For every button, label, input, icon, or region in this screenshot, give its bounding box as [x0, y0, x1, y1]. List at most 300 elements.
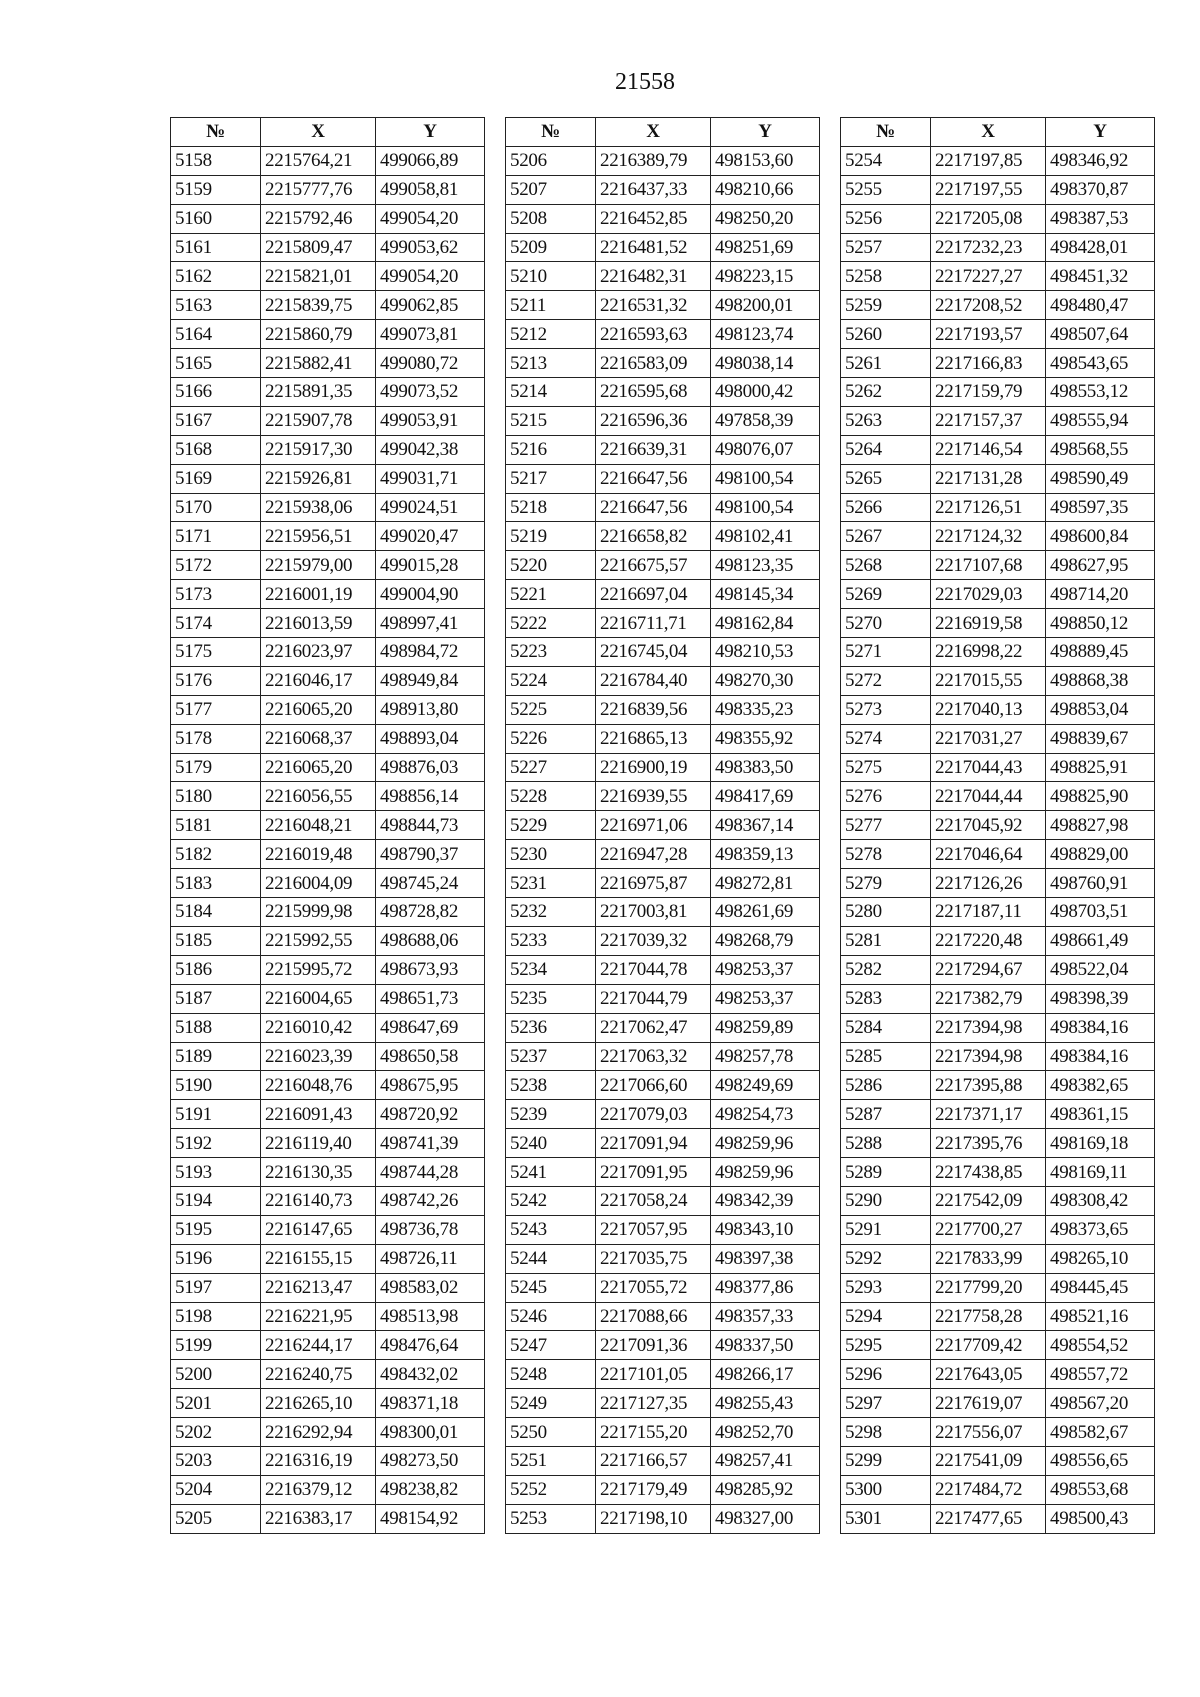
cell-number: 5235	[506, 984, 596, 1013]
table-row	[841, 146, 1155, 175]
cell-y: 498590,49	[1046, 464, 1155, 493]
cell-number: 5261	[841, 349, 931, 378]
table-row	[171, 1158, 485, 1187]
table-row	[171, 1331, 485, 1360]
cell-y: 499020,47	[376, 522, 485, 551]
cell-y: 498398,39	[1046, 984, 1155, 1013]
cell-number: 5193	[171, 1158, 261, 1187]
cell-y: 498270,30	[711, 666, 820, 695]
table-row	[841, 1100, 1155, 1129]
table-row	[841, 1504, 1155, 1533]
table-row	[171, 175, 485, 204]
cell-number: 5259	[841, 291, 931, 320]
cell-x: 2217046,64	[931, 840, 1046, 869]
cell-number: 5251	[506, 1446, 596, 1475]
cell-number: 5277	[841, 811, 931, 840]
cell-x: 2216947,28	[596, 840, 711, 869]
table-row	[171, 204, 485, 233]
cell-x: 2216531,32	[596, 291, 711, 320]
cell-y: 498343,10	[711, 1215, 820, 1244]
cell-x: 2216595,68	[596, 378, 711, 407]
cell-x: 2216240,75	[261, 1360, 376, 1389]
cell-y: 498827,98	[1046, 811, 1155, 840]
table-row	[841, 811, 1155, 840]
cell-x: 2217619,07	[931, 1389, 1046, 1418]
table-row	[171, 1071, 485, 1100]
cell-x: 2216647,56	[596, 493, 711, 522]
table-row	[506, 1129, 820, 1158]
cell-x: 2217040,13	[931, 695, 1046, 724]
table-row	[841, 955, 1155, 984]
cell-x: 2216065,20	[261, 695, 376, 724]
cell-number: 5177	[171, 695, 261, 724]
cell-y: 498100,54	[711, 464, 820, 493]
cell-y: 499004,90	[376, 580, 485, 609]
cell-number: 5260	[841, 320, 931, 349]
table-row	[841, 1418, 1155, 1447]
table-row	[506, 464, 820, 493]
cell-y: 498513,98	[376, 1302, 485, 1331]
cell-number: 5179	[171, 753, 261, 782]
cell-x: 2217187,11	[931, 898, 1046, 927]
cell-number: 5227	[506, 753, 596, 782]
cell-x: 2216383,17	[261, 1504, 376, 1533]
cell-number: 5172	[171, 551, 261, 580]
cell-x: 2216091,43	[261, 1100, 376, 1129]
cell-x: 2217179,49	[596, 1475, 711, 1504]
table-row	[841, 926, 1155, 955]
cell-y: 498728,82	[376, 898, 485, 927]
cell-y: 498889,45	[1046, 638, 1155, 667]
table-row	[171, 262, 485, 291]
cell-x: 2217395,76	[931, 1129, 1046, 1158]
cell-number: 5209	[506, 233, 596, 262]
table-row	[841, 638, 1155, 667]
cell-x: 2216013,59	[261, 609, 376, 638]
cell-number: 5284	[841, 1013, 931, 1042]
cell-number: 5219	[506, 522, 596, 551]
table-row	[841, 349, 1155, 378]
cell-y: 498200,01	[711, 291, 820, 320]
cell-y: 498123,74	[711, 320, 820, 349]
cell-number: 5286	[841, 1071, 931, 1100]
cell-y: 498876,03	[376, 753, 485, 782]
cell-y: 498720,92	[376, 1100, 485, 1129]
table-row	[171, 406, 485, 435]
cell-number: 5241	[506, 1158, 596, 1187]
table-row	[506, 1418, 820, 1447]
cell-y: 498308,42	[1046, 1186, 1155, 1215]
cell-y: 498273,50	[376, 1446, 485, 1475]
table-row	[506, 840, 820, 869]
cell-y: 498123,35	[711, 551, 820, 580]
cell-x: 2217758,28	[931, 1302, 1046, 1331]
cell-number: 5196	[171, 1244, 261, 1273]
table-row	[841, 493, 1155, 522]
cell-y: 498259,89	[711, 1013, 820, 1042]
cell-y: 498254,73	[711, 1100, 820, 1129]
cell-x: 2217371,17	[931, 1100, 1046, 1129]
cell-x: 2216048,21	[261, 811, 376, 840]
cell-number: 5232	[506, 898, 596, 927]
table-row	[506, 724, 820, 753]
cell-x: 2215891,35	[261, 378, 376, 407]
cell-y: 498825,90	[1046, 782, 1155, 811]
table-row	[171, 840, 485, 869]
table-row	[841, 753, 1155, 782]
cell-y: 498480,47	[1046, 291, 1155, 320]
table-row	[506, 869, 820, 898]
cell-number: 5249	[506, 1389, 596, 1418]
cell-y: 498367,14	[711, 811, 820, 840]
table-row	[506, 406, 820, 435]
cell-number: 5167	[171, 406, 261, 435]
cell-x: 2217057,95	[596, 1215, 711, 1244]
cell-y: 498257,78	[711, 1042, 820, 1071]
cell-x: 2216265,10	[261, 1389, 376, 1418]
table-row	[506, 435, 820, 464]
cell-x: 2217035,75	[596, 1244, 711, 1273]
cell-y: 498760,91	[1046, 869, 1155, 898]
cell-y: 498521,16	[1046, 1302, 1155, 1331]
header-number: №	[171, 118, 261, 147]
cell-x: 2216023,97	[261, 638, 376, 667]
cell-number: 5246	[506, 1302, 596, 1331]
table-row	[171, 782, 485, 811]
cell-number: 5239	[506, 1100, 596, 1129]
cell-number: 5275	[841, 753, 931, 782]
table-row	[506, 955, 820, 984]
cell-number: 5256	[841, 204, 931, 233]
cell-y: 498647,69	[376, 1013, 485, 1042]
cell-number: 5158	[171, 146, 261, 175]
cell-x: 2216155,15	[261, 1244, 376, 1273]
cell-number: 5269	[841, 580, 931, 609]
cell-y: 498744,28	[376, 1158, 485, 1187]
cell-y: 498856,14	[376, 782, 485, 811]
table-body	[171, 146, 485, 1533]
cell-number: 5244	[506, 1244, 596, 1273]
cell-number: 5214	[506, 378, 596, 407]
cell-x: 2217198,10	[596, 1504, 711, 1533]
table-row	[171, 1418, 485, 1447]
cell-x: 2217394,98	[931, 1013, 1046, 1042]
cell-x: 2216639,31	[596, 435, 711, 464]
cell-y: 498839,67	[1046, 724, 1155, 753]
cell-y: 498829,00	[1046, 840, 1155, 869]
cell-number: 5181	[171, 811, 261, 840]
cell-number: 5178	[171, 724, 261, 753]
cell-number: 5212	[506, 320, 596, 349]
cell-number: 5301	[841, 1504, 931, 1533]
table-row	[506, 320, 820, 349]
cell-y: 498361,15	[1046, 1100, 1155, 1129]
cell-y: 498346,92	[1046, 146, 1155, 175]
table-row	[506, 378, 820, 407]
cell-x: 2216004,09	[261, 869, 376, 898]
cell-y: 498250,20	[711, 204, 820, 233]
cell-y: 498742,26	[376, 1186, 485, 1215]
table-row	[506, 1302, 820, 1331]
cell-number: 5200	[171, 1360, 261, 1389]
cell-y: 498153,60	[711, 146, 820, 175]
cell-number: 5288	[841, 1129, 931, 1158]
cell-y: 498844,73	[376, 811, 485, 840]
cell-x: 2217395,88	[931, 1071, 1046, 1100]
cell-number: 5290	[841, 1186, 931, 1215]
cell-y: 498300,01	[376, 1418, 485, 1447]
cell-number: 5265	[841, 464, 931, 493]
table-row	[841, 580, 1155, 609]
table-row	[171, 551, 485, 580]
coordinate-table	[170, 117, 485, 1534]
cell-x: 2216213,47	[261, 1273, 376, 1302]
cell-number: 5282	[841, 955, 931, 984]
table-row	[171, 753, 485, 782]
table-row	[506, 1446, 820, 1475]
cell-y: 498145,34	[711, 580, 820, 609]
table-header-row	[841, 118, 1155, 147]
cell-x: 2217044,79	[596, 984, 711, 1013]
cell-number: 5197	[171, 1273, 261, 1302]
table-row	[506, 666, 820, 695]
cell-y: 498445,45	[1046, 1273, 1155, 1302]
cell-y: 498162,84	[711, 609, 820, 638]
cell-y: 498285,92	[711, 1475, 820, 1504]
table-row	[171, 1504, 485, 1533]
cell-y: 498745,24	[376, 869, 485, 898]
cell-y: 498507,64	[1046, 320, 1155, 349]
cell-number: 5252	[506, 1475, 596, 1504]
cell-x: 2217131,28	[931, 464, 1046, 493]
table-row	[171, 811, 485, 840]
cell-number: 5188	[171, 1013, 261, 1042]
cell-x: 2216784,40	[596, 666, 711, 695]
cell-x: 2216140,73	[261, 1186, 376, 1215]
cell-x: 2216998,22	[931, 638, 1046, 667]
cell-x: 2217079,03	[596, 1100, 711, 1129]
cell-x: 2217055,72	[596, 1273, 711, 1302]
cell-y: 499053,62	[376, 233, 485, 262]
cell-x: 2216019,48	[261, 840, 376, 869]
cell-number: 5238	[506, 1071, 596, 1100]
cell-x: 2217197,55	[931, 175, 1046, 204]
cell-number: 5231	[506, 869, 596, 898]
table-row	[841, 1071, 1155, 1100]
cell-y: 498661,49	[1046, 926, 1155, 955]
cell-number: 5165	[171, 349, 261, 378]
table-row	[841, 435, 1155, 464]
cell-x: 2216583,09	[596, 349, 711, 378]
cell-x: 2216010,42	[261, 1013, 376, 1042]
cell-y: 498359,13	[711, 840, 820, 869]
cell-y: 498342,39	[711, 1186, 820, 1215]
cell-y: 499024,51	[376, 493, 485, 522]
table-row	[171, 1389, 485, 1418]
cell-number: 5283	[841, 984, 931, 1013]
table-body	[506, 146, 820, 1533]
cell-x: 2217197,85	[931, 146, 1046, 175]
cell-number: 5195	[171, 1215, 261, 1244]
table-row	[841, 1013, 1155, 1042]
cell-x: 2217438,85	[931, 1158, 1046, 1187]
cell-y: 498600,84	[1046, 522, 1155, 551]
cell-number: 5192	[171, 1129, 261, 1158]
table-row	[841, 1158, 1155, 1187]
page-number: 21558	[615, 69, 675, 95]
cell-number: 5211	[506, 291, 596, 320]
cell-y: 498337,50	[711, 1331, 820, 1360]
cell-x: 2217062,47	[596, 1013, 711, 1042]
cell-number: 5206	[506, 146, 596, 175]
cell-x: 2217166,57	[596, 1446, 711, 1475]
cell-number: 5292	[841, 1244, 931, 1273]
cell-y: 499042,38	[376, 435, 485, 464]
table-row	[506, 1389, 820, 1418]
cell-x: 2216023,39	[261, 1042, 376, 1071]
cell-number: 5254	[841, 146, 931, 175]
cell-y: 499058,81	[376, 175, 485, 204]
cell-number: 5255	[841, 175, 931, 204]
cell-x: 2217220,48	[931, 926, 1046, 955]
table-row	[506, 551, 820, 580]
table-row	[841, 782, 1155, 811]
cell-number: 5205	[171, 1504, 261, 1533]
cell-y: 498169,18	[1046, 1129, 1155, 1158]
table-row	[841, 320, 1155, 349]
cell-x: 2216147,65	[261, 1215, 376, 1244]
cell-x: 2216919,58	[931, 609, 1046, 638]
cell-y: 499066,89	[376, 146, 485, 175]
cell-y: 498377,86	[711, 1273, 820, 1302]
cell-number: 5161	[171, 233, 261, 262]
cell-x: 2217101,05	[596, 1360, 711, 1389]
cell-x: 2215821,01	[261, 262, 376, 291]
table-row	[171, 1215, 485, 1244]
cell-y: 498850,12	[1046, 609, 1155, 638]
table-row	[171, 926, 485, 955]
cell-y: 498387,53	[1046, 204, 1155, 233]
cell-number: 5201	[171, 1389, 261, 1418]
cell-y: 498543,65	[1046, 349, 1155, 378]
cell-x: 2216437,33	[596, 175, 711, 204]
cell-number: 5271	[841, 638, 931, 667]
cell-y: 498370,87	[1046, 175, 1155, 204]
cell-y: 498984,72	[376, 638, 485, 667]
cell-number: 5185	[171, 926, 261, 955]
cell-y: 498272,81	[711, 869, 820, 898]
table-row	[841, 378, 1155, 407]
table-row	[506, 493, 820, 522]
cell-number: 5279	[841, 869, 931, 898]
cell-y: 498893,04	[376, 724, 485, 753]
cell-x: 2215926,81	[261, 464, 376, 493]
table-row	[841, 609, 1155, 638]
cell-x: 2215907,78	[261, 406, 376, 435]
cell-x: 2217126,26	[931, 869, 1046, 898]
cell-y: 498255,43	[711, 1389, 820, 1418]
table-row	[506, 233, 820, 262]
table-row	[506, 1273, 820, 1302]
header-number: №	[841, 118, 931, 147]
cell-y: 498210,53	[711, 638, 820, 667]
header-x: X	[596, 118, 711, 147]
cell-x: 2217205,08	[931, 204, 1046, 233]
table-row	[171, 233, 485, 262]
cell-number: 5234	[506, 955, 596, 984]
cell-x: 2215792,46	[261, 204, 376, 233]
cell-x: 2217643,05	[931, 1360, 1046, 1389]
cell-y: 498790,37	[376, 840, 485, 869]
cell-x: 2216048,76	[261, 1071, 376, 1100]
cell-x: 2217700,27	[931, 1215, 1046, 1244]
cell-y: 498476,64	[376, 1331, 485, 1360]
cell-number: 5215	[506, 406, 596, 435]
cell-number: 5202	[171, 1418, 261, 1447]
cell-number: 5240	[506, 1129, 596, 1158]
cell-y: 499053,91	[376, 406, 485, 435]
cell-number: 5228	[506, 782, 596, 811]
cell-number: 5218	[506, 493, 596, 522]
table-row	[841, 464, 1155, 493]
header-y: Y	[1046, 118, 1155, 147]
cell-number: 5273	[841, 695, 931, 724]
table-row	[506, 175, 820, 204]
cell-number: 5226	[506, 724, 596, 753]
cell-x: 2216292,94	[261, 1418, 376, 1447]
cell-number: 5171	[171, 522, 261, 551]
table-row	[171, 666, 485, 695]
cell-y: 498582,67	[1046, 1418, 1155, 1447]
cell-y: 498268,79	[711, 926, 820, 955]
cell-y: 498825,91	[1046, 753, 1155, 782]
cell-y: 498261,69	[711, 898, 820, 927]
cell-x: 2217208,52	[931, 291, 1046, 320]
cell-y: 498357,33	[711, 1302, 820, 1331]
cell-number: 5297	[841, 1389, 931, 1418]
cell-x: 2217044,44	[931, 782, 1046, 811]
cell-x: 2215839,75	[261, 291, 376, 320]
cell-number: 5168	[171, 435, 261, 464]
cell-x: 2217091,94	[596, 1129, 711, 1158]
table-row	[171, 695, 485, 724]
cell-y: 498428,01	[1046, 233, 1155, 262]
table-row	[506, 204, 820, 233]
cell-number: 5207	[506, 175, 596, 204]
cell-number: 5221	[506, 580, 596, 609]
cell-x: 2215882,41	[261, 349, 376, 378]
cell-number: 5253	[506, 1504, 596, 1533]
cell-number: 5175	[171, 638, 261, 667]
table-row	[841, 724, 1155, 753]
table-row	[171, 1360, 485, 1389]
table-row	[506, 522, 820, 551]
table-row	[841, 204, 1155, 233]
cell-y: 498251,69	[711, 233, 820, 262]
cell-y: 499080,72	[376, 349, 485, 378]
cell-x: 2216975,87	[596, 869, 711, 898]
cell-y: 498557,72	[1046, 1360, 1155, 1389]
cell-number: 5262	[841, 378, 931, 407]
cell-number: 5242	[506, 1186, 596, 1215]
cell-number: 5191	[171, 1100, 261, 1129]
cell-number: 5190	[171, 1071, 261, 1100]
cell-x: 2216939,55	[596, 782, 711, 811]
table-row	[171, 464, 485, 493]
cell-x: 2215809,47	[261, 233, 376, 262]
cell-y: 498265,10	[1046, 1244, 1155, 1273]
cell-number: 5210	[506, 262, 596, 291]
